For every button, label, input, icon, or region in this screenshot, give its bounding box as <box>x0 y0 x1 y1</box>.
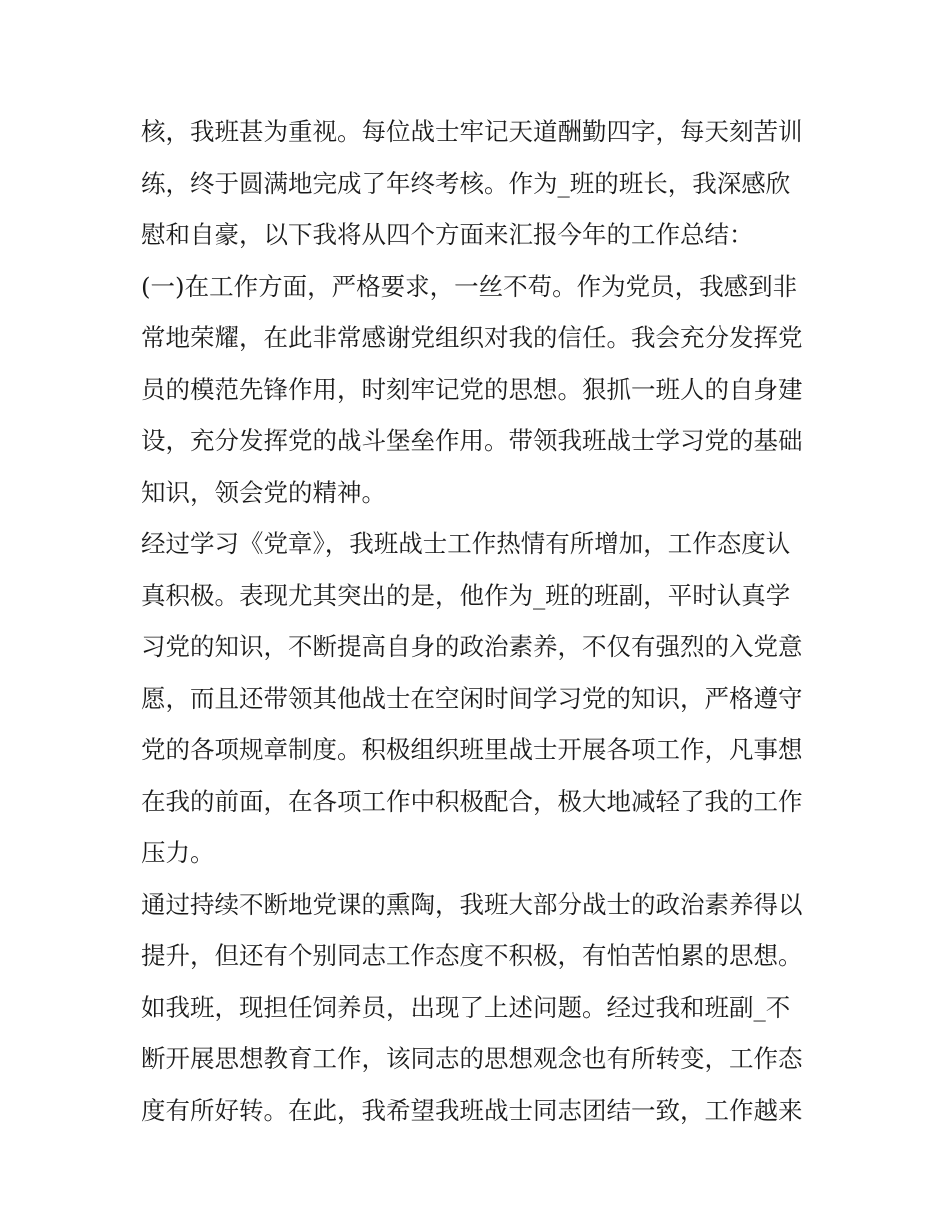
text-line: 练，终于圆满地完成了年终考核。作为_班的班长，我深感欣 <box>141 168 791 198</box>
text-line: (一)在工作方面，严格要求，一丝不苟。作为党员，我感到非 <box>141 271 798 301</box>
document-body <box>141 106 821 1136</box>
text-line: 断开展思想教育工作，该同志的思想观念也有所转变，工作态 <box>141 1044 803 1073</box>
text-line: 常地荣耀，在此非常感谢党组织对我的信任。我会充分发挥党 <box>141 323 803 352</box>
text-line: 愿，而且还带领其他战士在空闲时间学习党的知识，严格遵守 <box>141 683 803 713</box>
text-line: 知识，领会党的精神。 <box>141 477 386 507</box>
text-line: 员的模范先锋作用，时刻牢记党的思想。狠抓一班人的自身建 <box>141 374 803 404</box>
text-line: 压力。 <box>141 838 215 867</box>
text-line: 慰和自豪，以下我将从四个方面来汇报今年的工作总结： <box>141 220 754 249</box>
text-line: 习党的知识，不断提高自身的政治素养，不仅有强烈的入党意 <box>141 632 803 661</box>
text-line: 核，我班甚为重视。每位战士牢记天道酬勤四字，每天刻苦训 <box>141 117 803 146</box>
text-line: 度有所好转。在此，我希望我班战士同志团结一致，工作越来 <box>141 1095 803 1125</box>
text-line: 通过持续不断地党课的熏陶，我班大部分战士的政治素养得以 <box>141 889 803 919</box>
text-line: 设，充分发挥党的战斗堡垒作用。带领我班战士学习党的基础 <box>141 426 803 455</box>
text-line: 真积极。表现尤其突出的是，他作为_班的班副，平时认真学 <box>141 580 791 610</box>
text-line: 如我班，现担任饲养员，出现了上述问题。经过我和班副_不 <box>141 992 791 1022</box>
text-line: 党的各项规章制度。积极组织班里战士开展各项工作，凡事想 <box>141 735 803 764</box>
text-line: 提升，但还有个别同志工作态度不积极，有怕苦怕累的思想。 <box>141 941 803 970</box>
text-line: 在我的前面，在各项工作中积极配合，极大地减轻了我的工作 <box>141 786 803 816</box>
text-line: 经过学习《党章》，我班战士工作热情有所增加，工作态度认 <box>141 529 791 558</box>
